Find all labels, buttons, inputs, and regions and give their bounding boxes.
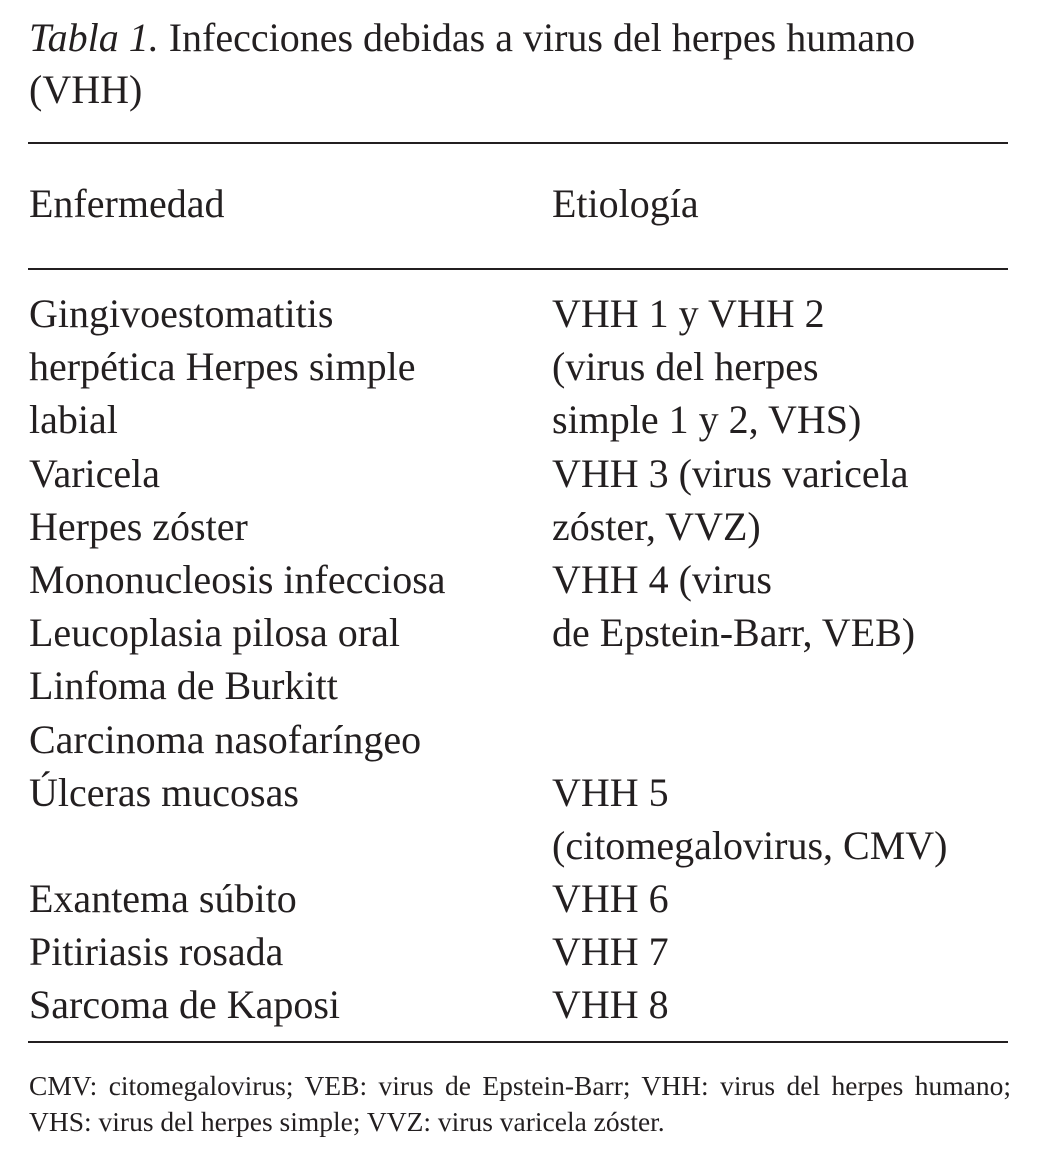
table-label: Tabla 1. <box>29 15 159 60</box>
etiology-line: (citomegalovirus, CMV) <box>552 822 948 868</box>
disease-line: Úlceras mucosas <box>29 769 299 815</box>
disease-line: Pitiriasis rosada <box>29 929 284 975</box>
bottom-rule <box>28 1041 1008 1043</box>
disease-line: Sarcoma de Kaposi <box>29 982 341 1028</box>
etiology-line: VHH 8 <box>552 982 669 1028</box>
disease-line: Linfoma de Burkitt <box>29 663 338 709</box>
etiology-line: zóster, VVZ) <box>552 503 761 549</box>
etiology-line: VHH 7 <box>552 929 669 975</box>
etiology-line: VHH 1 y VHH 2 <box>552 291 825 336</box>
disease-line: Exantema súbito <box>29 876 297 922</box>
etiology-line: VHH 5 <box>552 769 669 815</box>
etiology-line: (virus del herpes <box>552 344 819 390</box>
etiology-line: simple 1 y 2, VHS) <box>552 397 862 443</box>
disease-line: Mononucleosis infecciosa <box>29 556 446 602</box>
header-disease: Enfermedad <box>29 181 225 226</box>
disease-line: Leucoplasia pilosa oral <box>29 610 400 656</box>
disease-line: herpética Herpes simple <box>29 344 416 390</box>
table-footnote: CMV: citomegalovirus; VEB: virus de Epstein-Barr; VHH: virus del herpes humano; VHS: virus del herpes simple; VVZ: virus varicela zóster. <box>29 1070 1011 1137</box>
table-caption: Infecciones debidas a virus del herpes humano (VHH) <box>29 15 916 112</box>
header-etiology: Etiología <box>552 181 699 226</box>
etiology-line: VHH 6 <box>552 876 669 922</box>
disease-line <box>29 819 539 872</box>
disease-line: Gingivoestomatitis <box>29 291 334 336</box>
disease-line: Carcinoma nasofaríngeo <box>29 716 422 762</box>
disease-line: Varicela <box>29 450 161 496</box>
disease-line: labial <box>29 397 118 443</box>
etiology-column <box>552 287 1022 1032</box>
etiology-line: de Epstein-Barr, VEB) <box>552 610 916 656</box>
disease-line: Herpes zóster <box>29 503 248 549</box>
etiology-line <box>552 713 1022 766</box>
top-rule <box>28 142 1008 144</box>
table-title <box>29 12 1019 116</box>
disease-column <box>29 287 539 1032</box>
etiology-line: VHH 3 (virus varicela <box>552 450 909 496</box>
header-rule <box>28 268 1008 270</box>
etiology-line <box>552 659 1022 712</box>
etiology-line: VHH 4 (virus <box>552 556 772 602</box>
